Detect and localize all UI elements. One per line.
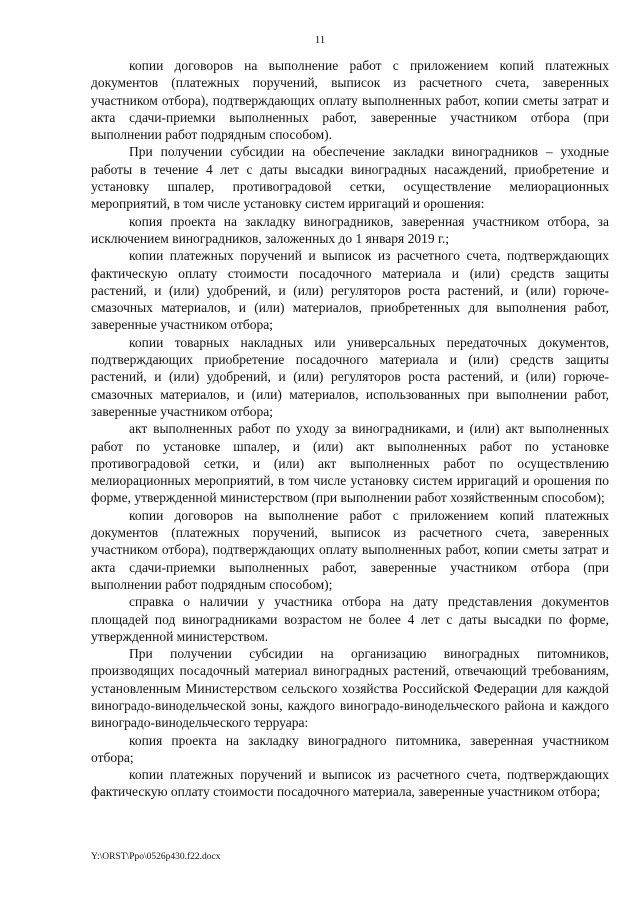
paragraph: При получении субсидии на обеспечение закладки виноградников – уходные работы в течение 4 лет с даты высадки виноградных насаждений, приобретение и установку шпалер, противоградовой сетки, осуществление мелиорационных мероприятий, в том числе установку систем ирригаций и орошения: (91, 144, 609, 212)
file-path-footer: Y:\ORST\Ppo\0526p430.f22.docx (91, 852, 221, 862)
paragraph: При получении субсидии на организацию виноградных питомников, производящих посадочный материал виноградных растений, отвечающий требованиям, установленным Министерством сельского хозяйства Российской Федерации для каждой виноградо-винодельческой зоны, каждого виноградо-винодельческого района и каждого виноградо-винодельческого терруара: (91, 646, 609, 731)
paragraph: копии платежных поручений и выписок из расчетного счета, подтверждающих фактическую оплату стоимости посадочного материала и (или) средств защиты растений, и (или) удобрений, и (или) регуляторов роста растений, и (или) горюче-смазочных материалов, и (или) материалов, приобретенных для выполнения работ, заверенные участником отбора; (91, 248, 609, 333)
document-body (91, 57, 609, 801)
paragraph: копия проекта на закладку виноградного питомника, заверенная участником отбора; (91, 732, 609, 765)
paragraph: копия проекта на закладку виноградников, заверенная участником отбора, за исключением виноградников, заложенных до 1 января 2019 г.; (91, 213, 609, 246)
page-number: 11 (314, 34, 326, 46)
paragraph: справка о наличии у участника отбора на дату представления документов площадей под виноградниками возрастом не более 4 лет с даты высадки по форме, утвержденной министерством. (91, 594, 609, 644)
paragraph: копии договоров на выполнение работ с приложением копий платежных документов (платежных поручений, выписок из расчетного счета, заверенных участником отбора), подтверждающих оплату выполненных работ, копии сметы затрат и акта сдачи-приемки выполненных работ, заверенные участником отбора (при выполнении работ подрядным способом); (91, 507, 609, 592)
paragraph: акт выполненных работ по уходу за виноградниками, и (или) акт выполненных работ по установке шпалер, и (или) акт выполненных работ по установке противоградовой сетки, и (или) акт выполненных работ по осуществлению мелиорационных мероприятий, в том числе установку систем ирригаций и орошения по форме, утвержденной министерством (при выполнении работ хозяйственным способом); (91, 421, 609, 506)
paragraph: копии платежных поручений и выписок из расчетного счета, подтверждающих фактическую оплату стоимости посадочного материала, заверенные участником отбора; (91, 767, 609, 800)
paragraph: копии товарных накладных или универсальных передаточных документов, подтверждающих приобретение посадочного материала и (или) средств защиты растений, и (или) удобрений, и (или) регуляторов роста растений, и (или) горюче-смазочных материалов, и (или) материалов, использованных при выполнении работ, заверенные участником отбора; (91, 334, 609, 419)
paragraph: копии договоров на выполнение работ с приложением копий платежных документов (платежных поручений, выписок из расчетного счета, заверенных участником отбора), подтверждающих оплату выполненных работ, копии сметы затрат и акта сдачи-приемки выполненных работ, заверенные участником отбора (при выполнении работ подрядным способом). (91, 58, 609, 143)
